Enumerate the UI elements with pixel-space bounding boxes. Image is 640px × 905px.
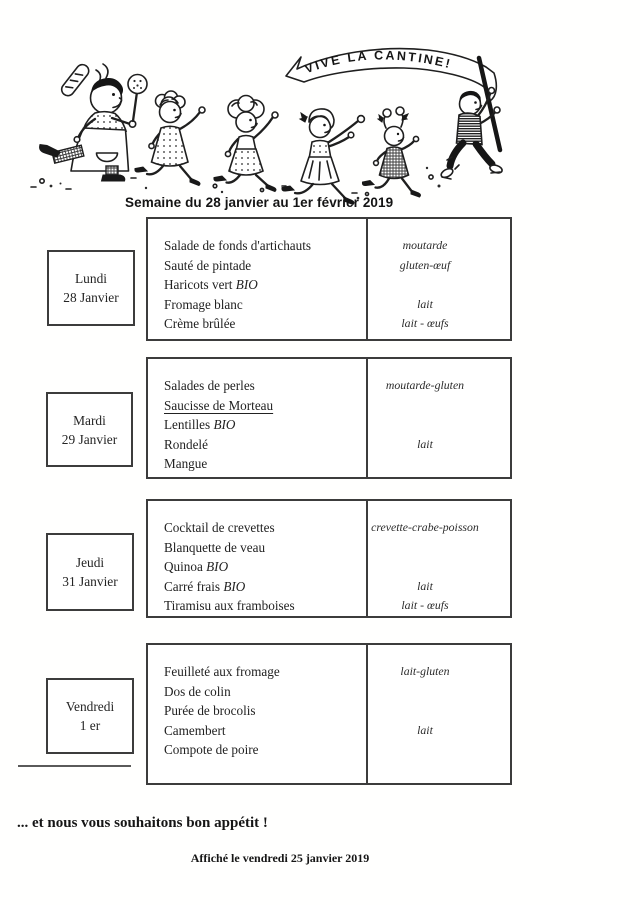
dish-column xyxy=(148,645,366,783)
allergen-column xyxy=(366,501,510,616)
allergen-column xyxy=(366,645,510,783)
allergen-note: lait - œufs xyxy=(401,598,449,613)
day-name: Lundi xyxy=(75,271,107,286)
girl-figure-3 xyxy=(282,109,364,205)
allergen-note xyxy=(368,557,482,577)
dish-name: Cocktail de crevettes xyxy=(164,520,275,535)
dish-name: Feuilleté aux fromage xyxy=(164,664,280,679)
dish-name: Salades de perles xyxy=(164,378,255,393)
menu-row xyxy=(164,518,366,538)
menu-table xyxy=(146,357,512,479)
dish-name: Blanquette de veau xyxy=(164,539,266,555)
allergen-column xyxy=(366,219,510,339)
girl-figure-1 xyxy=(135,91,205,186)
day-label-box xyxy=(47,250,135,326)
boy-figure xyxy=(440,88,503,180)
allergen-note: crevette-crabe-poisson xyxy=(371,520,479,534)
menu-row xyxy=(164,662,366,682)
menu-row xyxy=(164,538,366,558)
dish-name: Saucisse de Morteau xyxy=(164,397,274,413)
menu-row xyxy=(164,454,366,474)
dish-column xyxy=(148,501,366,616)
dish-name: Lentilles xyxy=(164,417,211,433)
menu-row xyxy=(164,577,366,597)
day-label-box xyxy=(46,392,133,467)
allergen-note xyxy=(368,682,482,702)
day-label-box xyxy=(46,678,134,754)
allergen-note xyxy=(368,415,482,435)
menu-row xyxy=(164,721,366,741)
menu-row xyxy=(164,396,366,416)
menu-table xyxy=(146,643,512,785)
bio-label: BIO xyxy=(223,578,246,594)
girl-figure-4 xyxy=(362,107,420,197)
menu-row xyxy=(164,256,366,276)
bio-label: BIO xyxy=(235,277,258,293)
day-date: 29 Janvier xyxy=(61,431,118,447)
flying-sausage xyxy=(59,62,91,98)
day-date: 28 Janvier xyxy=(63,290,119,305)
day-name: Mardi xyxy=(73,412,106,428)
menu-row xyxy=(164,557,366,577)
dish-name: Sauté de pintade xyxy=(164,257,252,273)
allergen-note: gluten-œuf xyxy=(399,257,451,272)
dish-name: Rondelé xyxy=(164,436,208,452)
dish-name: Tiramisu aux framboises xyxy=(164,598,295,614)
allergen-note xyxy=(368,538,482,558)
menu-row xyxy=(164,682,366,702)
dish-column xyxy=(148,219,366,339)
menu-row xyxy=(164,701,366,721)
day-name: Jeudi xyxy=(75,555,105,570)
dish-name: Salade de fonds d'artichauts xyxy=(164,238,312,253)
dish-name: Dos de colin xyxy=(164,683,231,699)
allergen-note: moutarde-gluten xyxy=(385,378,465,392)
dish-name: Camembert xyxy=(164,722,226,738)
allergen-note: moutarde xyxy=(402,238,448,252)
cook-figure xyxy=(40,62,147,181)
bio-label: BIO xyxy=(206,559,229,575)
allergen-note: lait xyxy=(417,436,433,451)
closing-message: ... et nous vous souhaitons bon appétit ! xyxy=(17,815,268,831)
dish-name: Purée de brocolis xyxy=(164,703,256,719)
children-running-illustration xyxy=(0,0,640,212)
menu-row xyxy=(164,275,366,295)
posted-date: Affiché le vendredi 25 janvier 2019 xyxy=(190,851,370,865)
dish-name: Quinoa xyxy=(164,559,203,575)
allergen-note xyxy=(368,396,482,416)
menu-table xyxy=(146,217,512,341)
allergen-note xyxy=(368,275,482,295)
allergen-column xyxy=(366,359,510,477)
dish-name: Haricots vert xyxy=(164,277,233,293)
dish-name: Fromage blanc xyxy=(164,296,243,312)
menu-row xyxy=(164,435,366,455)
menu-table xyxy=(146,499,512,618)
dish-name: Mangue xyxy=(164,456,208,472)
banner-text: VIVE LA CANTINE! xyxy=(302,48,454,77)
day-label-box xyxy=(46,533,134,611)
day-name: Vendredi xyxy=(65,699,115,714)
allergen-note: lait-gluten xyxy=(400,664,450,678)
day-date: 31 Janvier xyxy=(62,574,118,589)
menu-row xyxy=(164,236,366,256)
allergen-note xyxy=(368,740,482,760)
day-date: 1 er xyxy=(79,718,101,733)
allergen-note: lait xyxy=(417,722,433,737)
week-title: Semaine du 28 janvier au 1er février 2019 xyxy=(125,195,394,210)
allergen-note: lait - œufs xyxy=(401,316,449,331)
allergen-note xyxy=(368,454,482,474)
menu-row xyxy=(164,596,366,616)
allergen-note: lait xyxy=(417,296,433,311)
stray-scan-line xyxy=(18,765,131,767)
menu-row xyxy=(164,295,366,315)
dish-name: Crème brûlée xyxy=(164,316,236,332)
allergen-note xyxy=(368,701,482,721)
menu-row xyxy=(164,740,366,760)
bio-label: BIO xyxy=(213,417,236,433)
dish-name: Compote de poire xyxy=(164,742,259,758)
dish-name: Carré frais xyxy=(164,578,221,594)
allergen-note: lait xyxy=(417,578,433,593)
menu-row xyxy=(164,376,366,396)
menu-row xyxy=(164,415,366,435)
menu-row xyxy=(164,314,366,334)
girl-figure-2 xyxy=(214,96,278,192)
dish-column xyxy=(148,359,366,477)
